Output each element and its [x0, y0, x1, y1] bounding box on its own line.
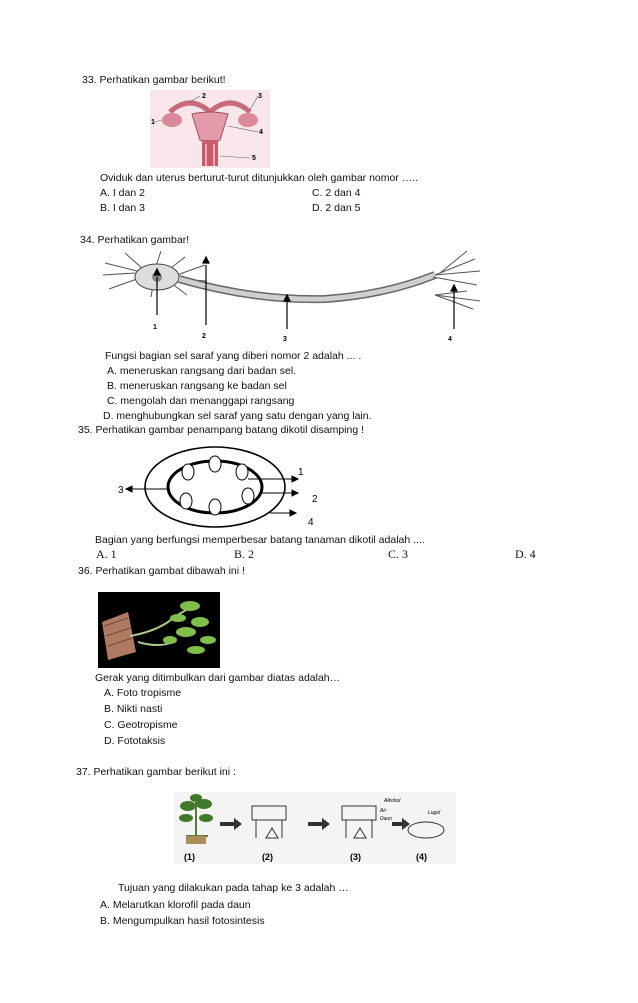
q36-option-a[interactable]: A. Foto tropisme	[104, 687, 182, 699]
q36-title: 36. Perhatikan gambat dibawah ini !	[78, 565, 245, 577]
q35-option-a[interactable]: A. 1	[96, 547, 117, 561]
q35-option-b[interactable]: B. 2	[234, 547, 255, 561]
fig35-label-4: 4	[308, 517, 314, 528]
fig35-label-1: 1	[298, 467, 304, 478]
fig33-label-1: 1	[151, 119, 155, 126]
q33-option-d[interactable]: D. 2 dan 5	[312, 202, 361, 214]
plant-pot-figure	[98, 592, 220, 668]
q34-question: Fungsi bagian sel saraf yang diberi nomor 2 adalah ... .	[105, 350, 362, 362]
q37-question: Tujuan yang dilakukan pada tahap ke 3 adalah …	[118, 882, 349, 894]
fig37-word-alkohol: Alkohol	[384, 798, 401, 804]
fig37-label-3: (3)	[350, 852, 361, 862]
fig34-label-2: 2	[202, 333, 206, 340]
q36-option-d[interactable]: D. Fototaksis	[104, 735, 166, 747]
photosynthesis-experiment-figure	[174, 792, 456, 864]
q36-option-c[interactable]: C. Geotropisme	[104, 719, 178, 731]
neuron-figure	[95, 245, 490, 345]
fig33-label-2: 2	[202, 93, 206, 100]
fig37-word-daun: Daun	[380, 816, 392, 822]
q36-option-b[interactable]: B. Nikti nasti	[104, 703, 163, 715]
q35-option-c[interactable]: C. 3	[388, 547, 409, 561]
q36-question: Gerak yang ditimbulkan dari gambar diatas adalah…	[95, 672, 341, 684]
q33-option-a[interactable]: A. I dan 2	[100, 187, 145, 199]
q33-option-c[interactable]: C. 2 dan 4	[312, 187, 361, 199]
reproductive-system-figure	[150, 90, 270, 168]
fig33-label-5: 5	[252, 155, 256, 162]
q33-question: Oviduk dan uterus berturut-turut ditunjukkan oleh gambar nomor …..	[100, 172, 419, 184]
q34-option-d[interactable]: D. menghubungkan sel saraf yang satu dengan yang lain.	[103, 410, 372, 422]
fig37-label-2: (2)	[262, 852, 273, 862]
q34-option-c[interactable]: C. mengolah dan menanggapi rangsang	[107, 395, 295, 407]
fig34-label-1: 1	[153, 324, 157, 331]
fig33-label-4: 4	[259, 129, 263, 136]
q37-option-a[interactable]: A. Melarutkan klorofil pada daun	[100, 899, 251, 911]
q37-option-b[interactable]: B. Mengumpulkan hasil fotosintesis	[100, 915, 265, 927]
q35-option-d[interactable]: D. 4	[515, 547, 536, 561]
q35-title: 35. Perhatikan gambar penampang batang dikotil disamping !	[78, 424, 365, 436]
fig37-word-lugol: Lugol	[428, 810, 441, 816]
fig34-label-4: 4	[448, 336, 452, 343]
fig33-label-3: 3	[258, 93, 262, 100]
fig37-word-air: Air	[380, 808, 387, 814]
fig35-label-2: 2	[312, 494, 318, 505]
q33-title: 33. Perhatikan gambar berikut!	[82, 74, 226, 86]
fig35-label-3: 3	[118, 485, 124, 496]
q33-option-b[interactable]: B. I dan 3	[100, 202, 145, 214]
q37-title: 37. Perhatikan gambar berikut ini :	[76, 766, 236, 778]
q35-question: Bagian yang berfungsi memperbesar batang tanaman dikotil adalah ....	[95, 534, 425, 546]
fig37-label-4: (4)	[416, 852, 427, 862]
fig34-label-3: 3	[283, 336, 287, 343]
q34-option-b[interactable]: B. meneruskan rangsang ke badan sel	[107, 380, 287, 392]
dicot-stem-figure	[110, 445, 330, 535]
q34-title: 34. Perhatikan gambar!	[80, 234, 190, 246]
fig37-label-1: (1)	[184, 852, 195, 862]
q34-option-a[interactable]: A. meneruskan rangsang dari badan sel.	[107, 365, 297, 377]
